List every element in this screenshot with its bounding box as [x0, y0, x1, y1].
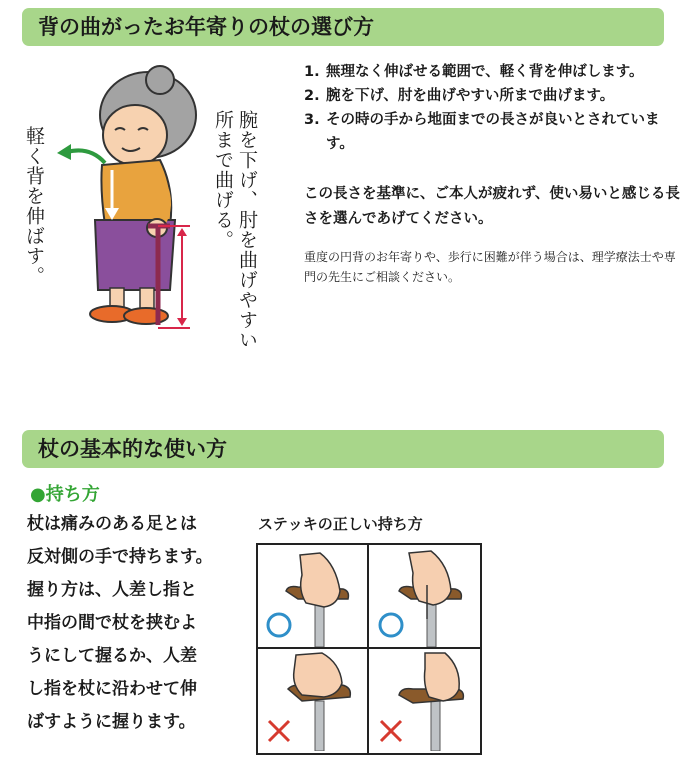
how-to-hold-text: 杖は痛みのある足とは 反対側の手で持ちます。 握り方は、人差し指と 中指の間で杖を挟むよ うにして握るか、人差 し指を杖に沿わせて伸 ばすように握ります。	[27, 514, 213, 732]
list-item: 3. その時の手から地面までの長さが良いとされています。	[304, 112, 660, 152]
steps-list	[304, 60, 684, 156]
note-paragraph: 重度の円背のお年寄りや、歩行に困難が伴う場合は、理学療法士や専門の先生にご相談ください。	[304, 250, 676, 284]
up-arrow-icon	[55, 138, 110, 168]
elderly-woman-illustration	[60, 60, 210, 340]
circle-mark-icon	[268, 614, 290, 636]
label-bend-elbow: 腕を下げ、肘を曲げやすい所まで曲げる。	[212, 110, 258, 350]
hand-grip-illustration	[258, 545, 367, 647]
section-title-basic-usage: 杖の基本的な使い方	[22, 430, 664, 468]
grip-examples-grid	[256, 543, 482, 755]
grip-example-incorrect-1	[258, 649, 369, 753]
hand-grip-illustration	[369, 545, 480, 647]
cross-mark-icon	[381, 721, 401, 741]
grip-example-correct-2	[369, 545, 480, 649]
list-item: 1. 無理なく伸ばせる範囲で、軽く背を伸ばします。	[304, 64, 644, 80]
section-title-cane-selection: 背の曲がったお年寄りの杖の選び方	[22, 8, 664, 46]
grip-example-correct-1	[258, 545, 369, 649]
guidance-paragraph: この長さを基準に、ご本人が疲れず、使い易いと感じる長さを選んであげてください。	[304, 186, 680, 227]
cross-mark-icon	[269, 721, 289, 741]
subheading-how-to-hold: ●持ち方	[30, 484, 100, 505]
circle-mark-icon	[380, 614, 402, 636]
label-straighten-back: 軽く背を伸ばす。	[23, 126, 45, 286]
hand-grip-illustration	[258, 649, 367, 751]
list-item: 2. 腕を下げ、肘を曲げやすい所まで曲げます。	[304, 88, 615, 104]
hand-grip-illustration	[369, 649, 480, 751]
grip-example-incorrect-2	[369, 649, 480, 753]
grip-grid-title: ステッキの正しい持ち方	[258, 515, 423, 533]
